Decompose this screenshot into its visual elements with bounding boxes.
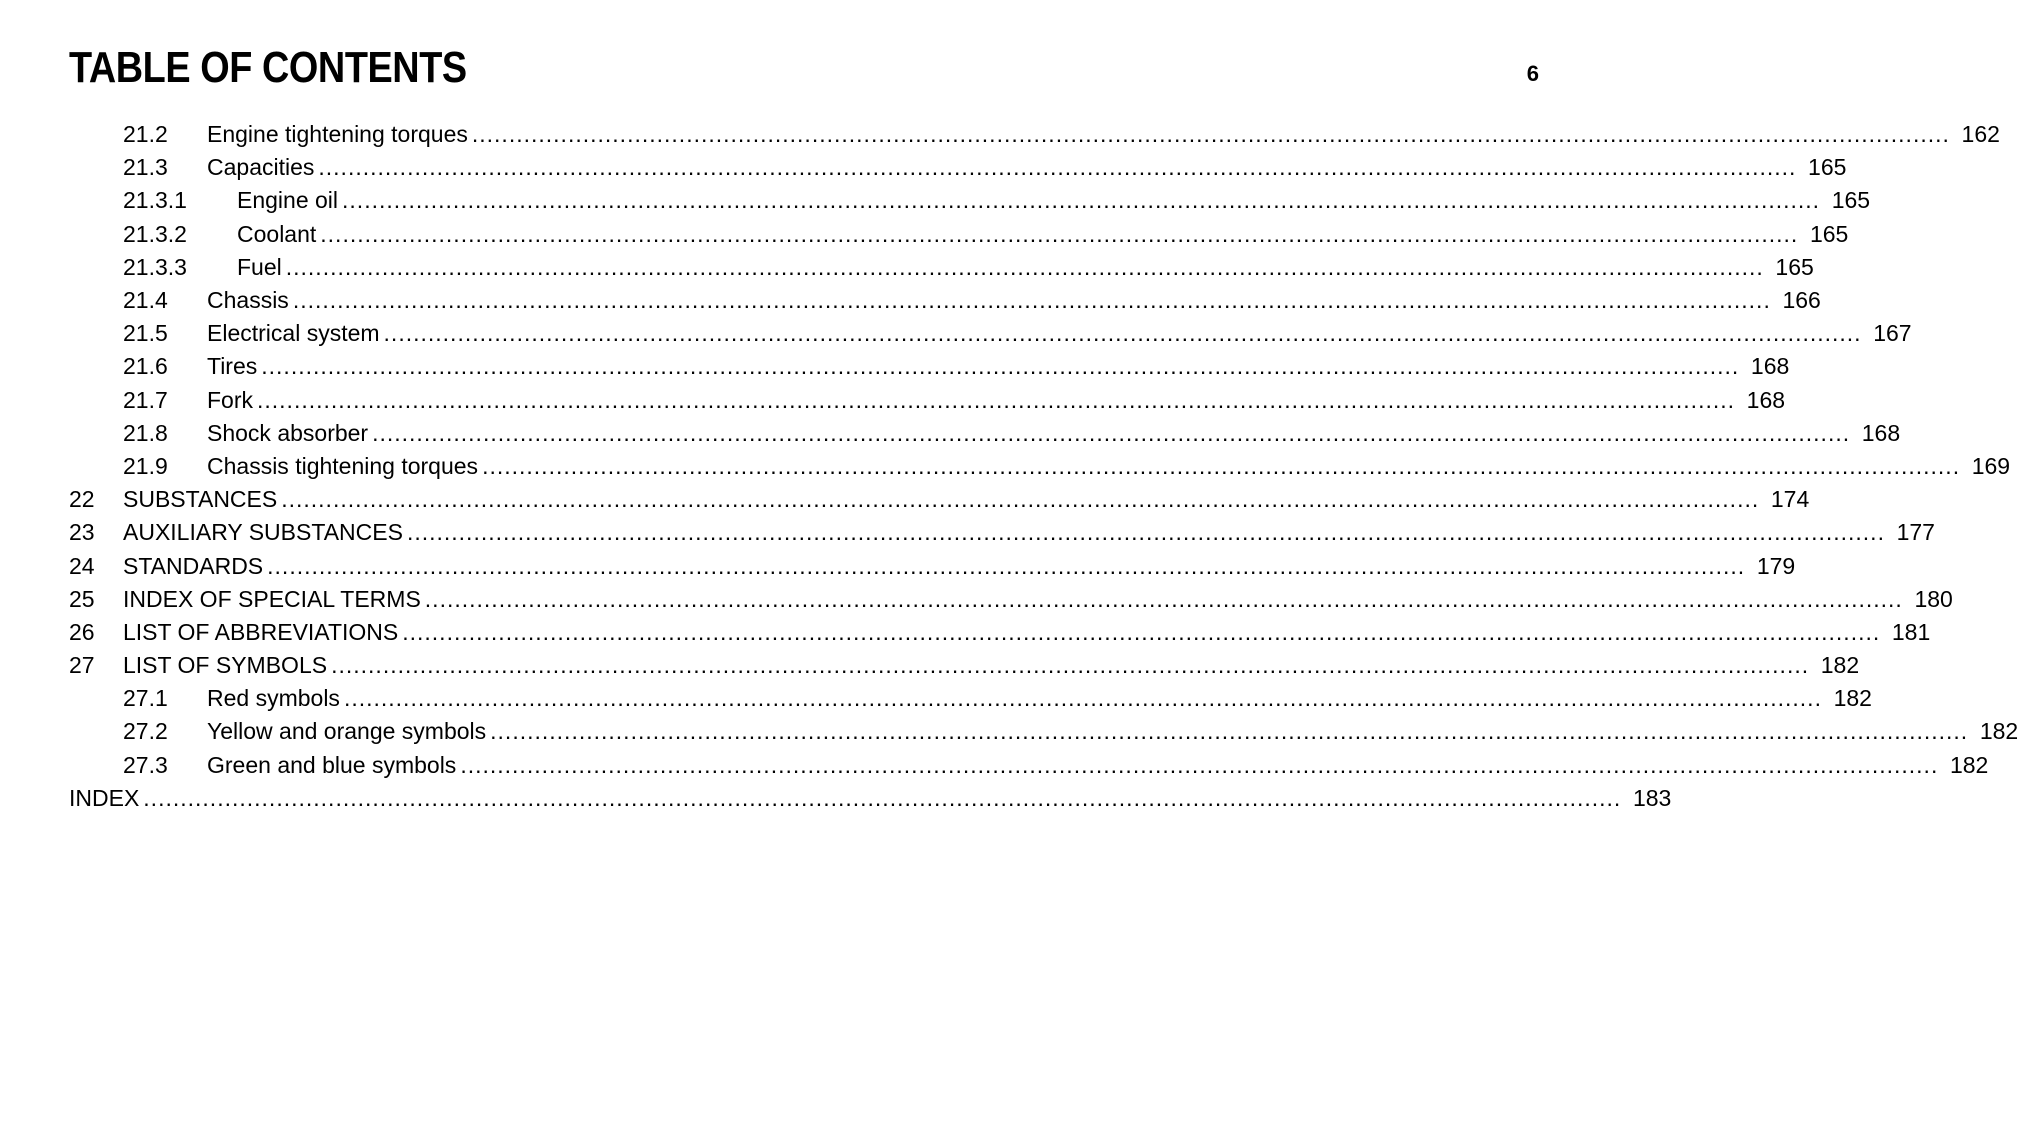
- dot-leader: ........................................................................................................................................................................................................: [292, 287, 1771, 314]
- dot-leader: ........................................................................................................................................................................................................: [383, 320, 1862, 347]
- page-number: 6: [1526, 61, 1539, 86]
- dot-leader: ........................................................................................................................................................................................................: [490, 718, 1969, 745]
- toc-entry-title: Chassis tightening torques: [207, 452, 479, 479]
- dot-leader: ........................................................................................................................................................................................................: [257, 386, 1736, 413]
- dot-leader: ........................................................................................................................................................................................................: [267, 552, 1746, 579]
- toc-entry-number: 21.6: [123, 353, 168, 380]
- toc-entry-title: INDEX OF SPECIAL TERMS: [123, 585, 421, 612]
- toc-entry-number: 22: [69, 486, 95, 513]
- toc-entry-title: LIST OF ABBREVIATIONS: [123, 618, 399, 645]
- toc-entry[interactable]: [69, 782, 1672, 815]
- page-header: [69, 38, 1539, 98]
- dot-leader: ........................................................................................................................................................................................................: [460, 751, 1939, 778]
- toc-entry[interactable]: [69, 483, 1810, 516]
- dot-leader: ........................................................................................................................................................................................................: [402, 618, 1881, 645]
- toc-entry-title: LIST OF SYMBOLS: [123, 652, 328, 679]
- toc-entry-page: 183: [1632, 784, 1672, 811]
- toc-entry-number: 26: [69, 618, 95, 645]
- toc-entry-title: Tires: [207, 353, 258, 380]
- dot-leader: ........................................................................................................................................................................................................: [320, 220, 1799, 247]
- toc-entry-title: SUBSTANCES: [123, 486, 278, 513]
- toc-entry-page: 165: [1808, 154, 1847, 181]
- dot-leader: ........................................................................................................................................................................................................: [331, 652, 1810, 679]
- toc-entry-title: Electrical system: [207, 320, 380, 347]
- toc-entry[interactable]: [69, 516, 1935, 549]
- toc-entry-title: Coolant: [237, 220, 317, 247]
- toc-entry-title: Engine tightening torques: [207, 121, 468, 148]
- toc-entry-page: 168: [1861, 419, 1901, 446]
- toc-entry-page: 165: [1775, 253, 1814, 280]
- toc-entry-page: 174: [1770, 486, 1810, 513]
- toc-entry-number: 25: [69, 585, 95, 612]
- toc-entry-page: 182: [1979, 718, 2018, 745]
- toc-entry-page: 169: [1971, 452, 2011, 479]
- toc-entry-number: 21.3.2: [123, 220, 187, 247]
- toc-entry-title: Red symbols: [207, 685, 340, 712]
- toc-entry-title: Green and blue symbols: [207, 751, 457, 778]
- dot-leader: ........................................................................................................................................................................................................: [482, 452, 1961, 479]
- toc-entry-number: 27: [69, 652, 95, 679]
- toc-entry-title: Fork: [207, 386, 253, 413]
- toc-entry-title: AUXILIARY SUBSTANCES: [123, 519, 403, 546]
- toc-entry-number: 27.3: [123, 751, 168, 778]
- toc-entry-number: 21.3.1: [123, 187, 187, 214]
- toc-entry[interactable]: [69, 417, 1901, 450]
- toc-entry-number: 27.2: [123, 718, 168, 745]
- dot-leader: ........................................................................................................................................................................................................: [471, 121, 1950, 148]
- dot-leader: ........................................................................................................................................................................................................: [285, 253, 1764, 280]
- toc-entry[interactable]: [69, 218, 1849, 251]
- toc-entry[interactable]: [69, 583, 1953, 616]
- toc-entry-number: 24: [69, 552, 95, 579]
- dot-leader: ........................................................................................................................................................................................................: [372, 419, 1851, 446]
- toc-entry[interactable]: [69, 184, 1871, 217]
- toc-entry-title: Engine oil: [237, 187, 339, 214]
- dot-leader: ........................................................................................................................................................................................................: [406, 519, 1885, 546]
- toc-entry-number: 23: [69, 519, 95, 546]
- toc-entry-page: 182: [1949, 751, 1989, 778]
- toc-entry-page: 168: [1750, 353, 1790, 380]
- toc-entry-page: 166: [1782, 287, 1821, 314]
- toc-entry-number: 21.3.3: [123, 253, 187, 280]
- toc-entry-number: 21.3: [123, 154, 168, 181]
- toc-entry[interactable]: [69, 317, 1912, 350]
- toc-entry-number: 21.4: [123, 287, 168, 314]
- toc-entry-page: 182: [1833, 685, 1872, 712]
- toc-entry-page: 177: [1896, 519, 1935, 546]
- toc-entry[interactable]: [69, 384, 1786, 417]
- toc-entry[interactable]: [69, 151, 1847, 184]
- toc-entry-number: 21.5: [123, 320, 168, 347]
- toc-entry-title: Capacities: [207, 154, 315, 181]
- toc-entry-page: 165: [1831, 187, 1871, 214]
- toc-entry[interactable]: [69, 749, 1989, 782]
- toc-entry-title: Yellow and orange symbols: [207, 718, 487, 745]
- toc-entry-page: 165: [1809, 220, 1849, 247]
- dot-leader: ........................................................................................................................................................................................................: [261, 353, 1740, 380]
- toc-entry-number: 21.8: [123, 419, 168, 446]
- toc-entry[interactable]: [69, 450, 2011, 483]
- toc-entry-title: Chassis: [207, 287, 289, 314]
- toc-entry[interactable]: [69, 682, 1872, 715]
- dot-leader: ........................................................................................................................................................................................................: [343, 685, 1822, 712]
- toc-entry[interactable]: [69, 649, 1860, 682]
- dot-leader: ........................................................................................................................................................................................................: [318, 154, 1797, 181]
- toc-entry[interactable]: [69, 350, 1790, 383]
- toc-entry[interactable]: [69, 251, 1814, 284]
- toc-entry-page: 182: [1820, 652, 1860, 679]
- toc-entry-title: INDEX: [69, 784, 140, 811]
- toc-entry[interactable]: [69, 549, 1796, 582]
- toc-entry[interactable]: [69, 715, 2018, 748]
- toc-entry-number: 21.9: [123, 452, 168, 479]
- dot-leader: ........................................................................................................................................................................................................: [424, 585, 1903, 612]
- page-title: TABLE OF CONTENTS: [69, 43, 467, 92]
- dot-leader: ........................................................................................................................................................................................................: [143, 784, 1622, 811]
- toc-entry-number: 21.7: [123, 386, 168, 413]
- dot-leader: ........................................................................................................................................................................................................: [281, 486, 1760, 513]
- toc-entry-number: 21.2: [123, 121, 168, 148]
- toc-entry[interactable]: [69, 616, 1931, 649]
- toc-entry-page: 162: [1961, 121, 2000, 148]
- toc-entry-number: 27.1: [123, 685, 168, 712]
- toc-entry-page: 179: [1756, 552, 1796, 579]
- table-of-contents: [69, 118, 2018, 815]
- toc-entry-title: Shock absorber: [207, 419, 369, 446]
- toc-entry-page: 168: [1746, 386, 1786, 413]
- toc-entry-page: 181: [1891, 618, 1931, 645]
- toc-entry-title: Fuel: [237, 253, 282, 280]
- toc-entry-page: 167: [1873, 320, 1912, 347]
- toc-entry-title: STANDARDS: [123, 552, 264, 579]
- toc-entry[interactable]: [69, 118, 2000, 151]
- toc-entry-page: 180: [1914, 585, 1953, 612]
- toc-entry[interactable]: [69, 284, 1821, 317]
- dot-leader: ........................................................................................................................................................................................................: [342, 187, 1821, 214]
